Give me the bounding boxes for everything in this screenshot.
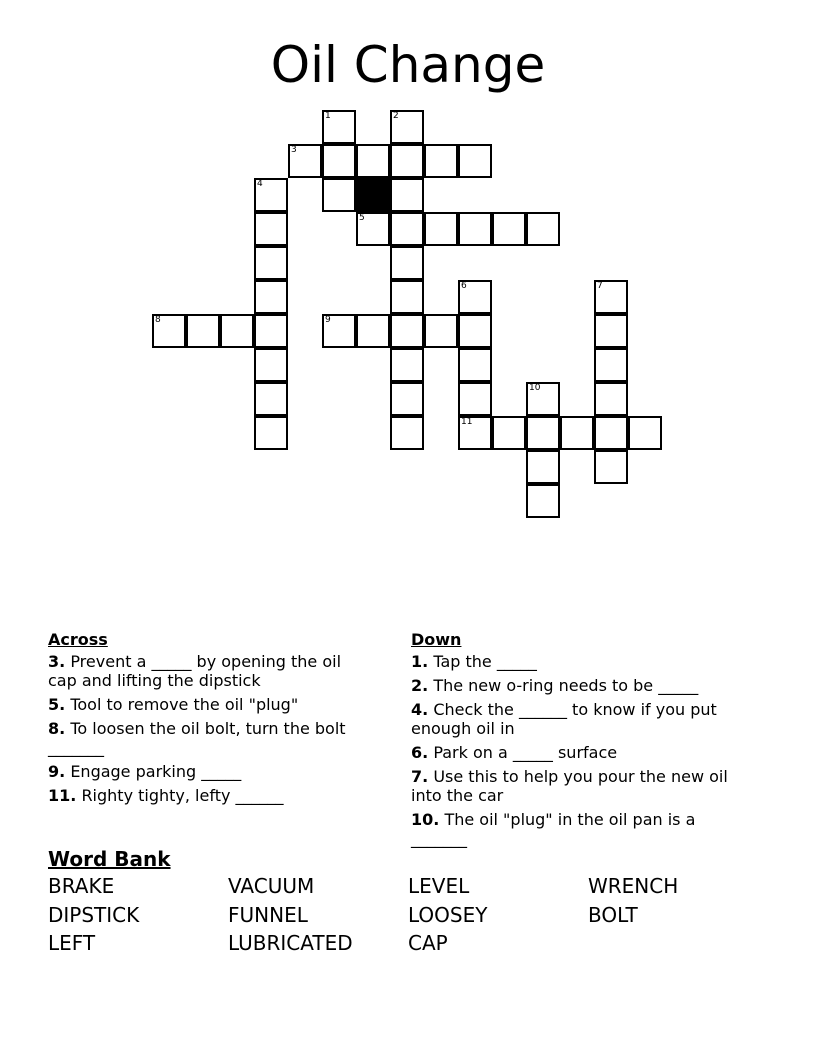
clue-text: Check the ______ to know if you put enough oil in <box>411 700 717 738</box>
clue-number: 8. <box>48 719 66 738</box>
clue-text: Use this to help you pour the new oil into the car <box>411 767 728 805</box>
grid-cell[interactable] <box>458 144 492 178</box>
grid-block-cell <box>356 178 390 212</box>
clue-number: 9. <box>48 762 66 781</box>
grid-cell[interactable] <box>424 314 458 348</box>
grid-cell[interactable] <box>458 382 492 416</box>
clue-text: Tool to remove the oil "plug" <box>70 695 299 714</box>
clue-number: 3. <box>48 652 66 671</box>
grid-cell[interactable] <box>628 416 662 450</box>
grid-cell[interactable] <box>356 212 390 246</box>
clue-down-1 <box>411 652 736 671</box>
clue-across-8 <box>48 719 373 757</box>
grid-cell[interactable] <box>220 314 254 348</box>
grid-clue-number: 10 <box>529 383 541 393</box>
grid-cell[interactable] <box>458 348 492 382</box>
grid-cell[interactable] <box>526 416 560 450</box>
grid-cell[interactable] <box>458 212 492 246</box>
grid-cell[interactable] <box>458 280 492 314</box>
word-bank-word: VACUUM <box>228 874 315 898</box>
clue-text: Prevent a _____ by opening the oil cap and lifting the dipstick <box>48 652 342 690</box>
down-heading: Down <box>411 630 462 649</box>
clue-across-3 <box>48 652 373 690</box>
grid-cell[interactable] <box>254 416 288 450</box>
grid-cell[interactable] <box>560 416 594 450</box>
clue-text: The oil "plug" in the oil pan is a _______ <box>411 810 696 848</box>
word-bank-word: LUBRICATED <box>228 931 353 955</box>
grid-cell[interactable] <box>186 314 220 348</box>
grid-cell[interactable] <box>526 484 560 518</box>
word-bank-word: DIPSTICK <box>48 903 140 927</box>
grid-cell[interactable] <box>526 450 560 484</box>
grid-cell[interactable] <box>424 144 458 178</box>
clue-number: 10. <box>411 810 440 829</box>
grid-cell[interactable] <box>492 212 526 246</box>
grid-cell[interactable] <box>322 144 356 178</box>
puzzle-title: Oil Change <box>270 36 546 94</box>
grid-cell[interactable] <box>390 280 424 314</box>
grid-cell[interactable] <box>390 178 424 212</box>
clue-across-11 <box>48 786 373 805</box>
clue-number: 6. <box>411 743 429 762</box>
grid-cell[interactable] <box>594 348 628 382</box>
grid-cell[interactable] <box>390 416 424 450</box>
across-clues <box>48 630 373 810</box>
word-bank-word: WRENCH <box>588 874 679 898</box>
word-bank-word: LOOSEY <box>408 903 488 927</box>
clue-number: 2. <box>411 676 429 695</box>
clue-number: 7. <box>411 767 429 786</box>
across-heading: Across <box>48 630 108 649</box>
grid-cell[interactable] <box>254 178 288 212</box>
word-bank-word: BOLT <box>588 903 638 927</box>
grid-cell[interactable] <box>254 348 288 382</box>
grid-clue-number: 8 <box>155 315 161 325</box>
clue-text: Righty tighty, lefty ______ <box>81 786 284 805</box>
grid-cell[interactable] <box>288 144 322 178</box>
grid-cell[interactable] <box>526 212 560 246</box>
clue-number: 4. <box>411 700 429 719</box>
grid-cell[interactable] <box>254 246 288 280</box>
clue-across-5 <box>48 695 373 714</box>
grid-cell[interactable] <box>390 212 424 246</box>
clue-number: 1. <box>411 652 429 671</box>
grid-cell[interactable] <box>390 144 424 178</box>
clue-number: 11. <box>48 786 77 805</box>
grid-cell[interactable] <box>356 144 390 178</box>
grid-cell[interactable] <box>594 280 628 314</box>
grid-cell[interactable] <box>390 110 424 144</box>
grid-cell[interactable] <box>322 178 356 212</box>
grid-clue-number: 5 <box>359 213 365 223</box>
grid-clue-number: 11 <box>461 417 473 427</box>
grid-clue-number: 6 <box>461 281 467 291</box>
clue-down-6 <box>411 743 736 762</box>
clue-text: To loosen the oil bolt, turn the bolt _______ <box>48 719 346 757</box>
grid-cell[interactable] <box>526 382 560 416</box>
word-bank-word: CAP <box>408 931 448 955</box>
grid-cell[interactable] <box>390 348 424 382</box>
grid-cell[interactable] <box>254 382 288 416</box>
word-bank-word: LEFT <box>48 931 96 955</box>
grid-clue-number: 9 <box>325 315 331 325</box>
word-bank-word: LEVEL <box>408 874 470 898</box>
grid-cell[interactable] <box>492 416 526 450</box>
grid-cell[interactable] <box>390 314 424 348</box>
grid-clue-number: 3 <box>291 145 297 155</box>
clue-number: 5. <box>48 695 66 714</box>
grid-cell[interactable] <box>152 314 186 348</box>
grid-cell[interactable] <box>458 314 492 348</box>
grid-cell[interactable] <box>594 382 628 416</box>
grid-cell[interactable] <box>458 416 492 450</box>
grid-cell[interactable] <box>322 110 356 144</box>
grid-cell[interactable] <box>254 280 288 314</box>
grid-cell[interactable] <box>356 314 390 348</box>
word-bank-word: FUNNEL <box>228 903 308 927</box>
grid-cell[interactable] <box>594 450 628 484</box>
grid-clue-number: 1 <box>325 111 331 121</box>
grid-cell[interactable] <box>390 382 424 416</box>
grid-clue-number: 7 <box>597 281 603 291</box>
clue-down-4 <box>411 700 736 738</box>
down-clues <box>411 630 736 853</box>
grid-cell[interactable] <box>254 212 288 246</box>
clue-down-7 <box>411 767 736 805</box>
word-bank-word: BRAKE <box>48 874 115 898</box>
clue-text: Engage parking _____ <box>70 762 242 781</box>
grid-cell[interactable] <box>424 212 458 246</box>
grid-cell[interactable] <box>322 314 356 348</box>
clue-down-2 <box>411 676 736 695</box>
clue-text: Tap the _____ <box>433 652 537 671</box>
grid-cell[interactable] <box>594 314 628 348</box>
clue-text: Park on a _____ surface <box>433 743 618 762</box>
clue-across-9 <box>48 762 373 781</box>
word-bank-title: Word Bank <box>48 847 171 871</box>
grid-clue-number: 4 <box>257 179 263 189</box>
grid-cell[interactable] <box>390 246 424 280</box>
grid-clue-number: 2 <box>393 111 399 121</box>
grid-cell[interactable] <box>254 314 288 348</box>
grid-cell[interactable] <box>594 416 628 450</box>
clue-text: The new o-ring needs to be _____ <box>433 676 699 695</box>
clue-down-10 <box>411 810 736 848</box>
